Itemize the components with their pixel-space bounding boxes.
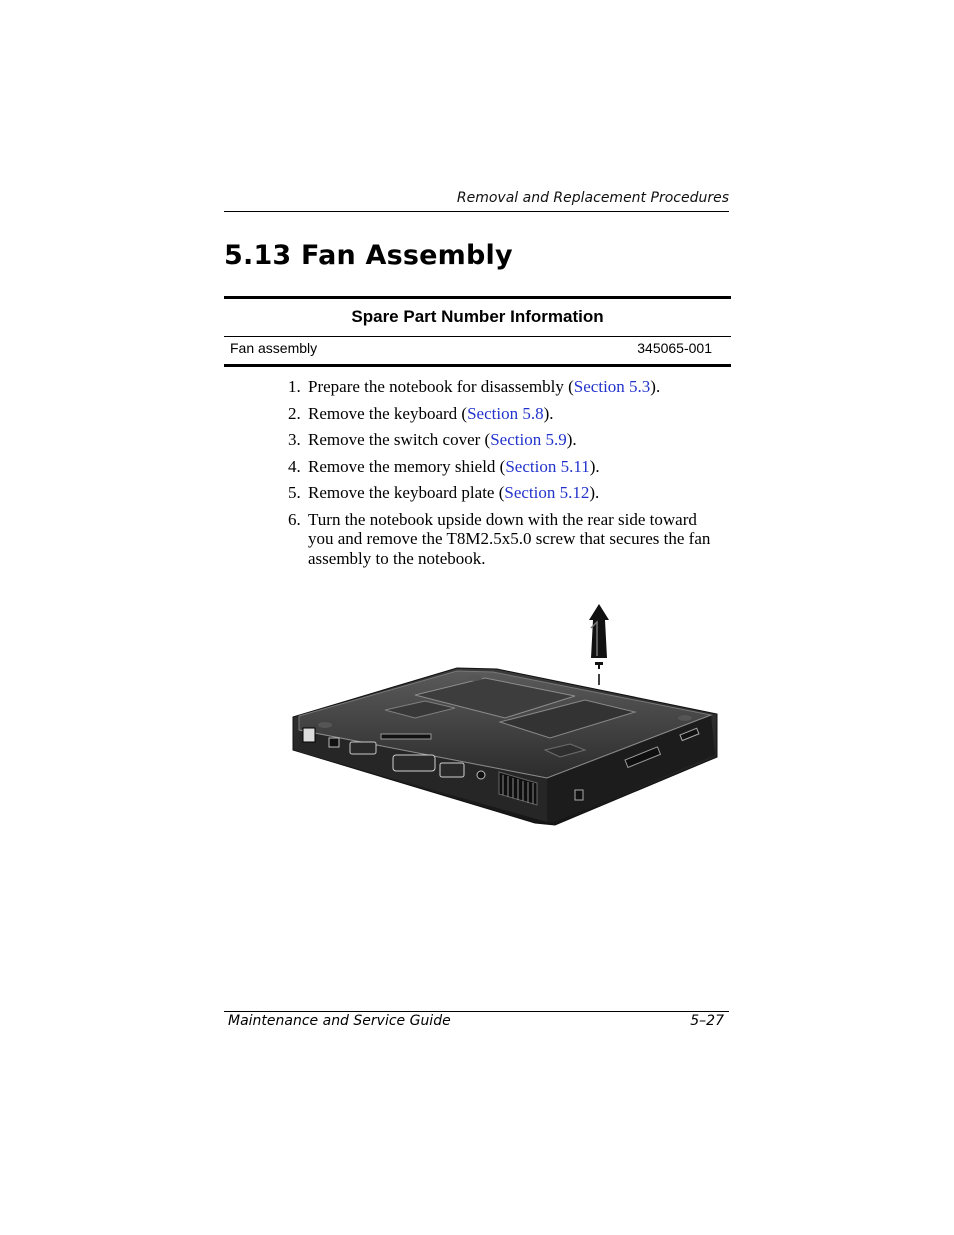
- step-text: [308, 457, 718, 477]
- step-item: [288, 404, 718, 424]
- notebook-bottom-illustration: [285, 600, 730, 830]
- step-item: [288, 510, 718, 569]
- step-number: 3.: [288, 430, 301, 449]
- step-text-suffix: ).: [589, 456, 600, 476]
- section-link-5-9[interactable]: Section 5.9: [490, 430, 567, 449]
- step-text: [308, 404, 718, 424]
- step-text-suffix: ).: [543, 403, 554, 423]
- step-number: 5.: [288, 483, 301, 502]
- running-header: Removal and Replacement Procedures: [456, 190, 729, 206]
- step-number: 1.: [288, 377, 301, 396]
- step-number: 4.: [288, 456, 301, 476]
- step-text-main: Remove the keyboard plate (: [308, 483, 505, 502]
- spare-part-number: 345065-001: [637, 340, 712, 356]
- spare-part-table-caption: Spare Part Number Information: [224, 299, 731, 337]
- step-text-main: Remove the memory shield (: [308, 456, 506, 476]
- section-link-5-3[interactable]: Section 5.3: [573, 377, 651, 396]
- step-item: [288, 430, 718, 450]
- footer-guide-title: Maintenance and Service Guide: [228, 1013, 451, 1029]
- procedure-steps: [288, 377, 718, 575]
- section-link-5-12[interactable]: Section 5.12: [504, 483, 590, 502]
- screw-icon: [595, 662, 603, 669]
- footer-rule: [224, 1011, 729, 1012]
- spare-part-row: [224, 337, 731, 364]
- step-text: [308, 377, 718, 397]
- step-item: [288, 377, 718, 397]
- step-number: 2.: [288, 403, 301, 423]
- section-link-5-11[interactable]: Section 5.11: [505, 456, 590, 476]
- page-title: 5.13 Fan Assembly: [224, 240, 513, 271]
- spare-part-table: [224, 296, 731, 367]
- section-link-5-8[interactable]: Section 5.8: [467, 403, 544, 423]
- step-text-suffix: ).: [589, 483, 600, 502]
- step-text: [308, 430, 718, 450]
- step-number: 6.: [288, 509, 301, 529]
- step-text: Turn the notebook upside down with the rear side toward you and remove the T8M2.5x5.0 screw that secures the fan assembly to the notebook.: [308, 509, 711, 568]
- step-text-suffix: ).: [566, 430, 577, 449]
- page-footer: [228, 1013, 724, 1029]
- step-text: [308, 483, 718, 503]
- step-item: [288, 483, 718, 503]
- spare-part-description: Fan assembly: [230, 340, 318, 356]
- header-rule: [224, 211, 729, 212]
- step-text-main: Prepare the notebook for disassembly (: [308, 377, 574, 396]
- footer-page-number: 5–27: [690, 1013, 724, 1029]
- step-text-main: Remove the switch cover (: [308, 430, 491, 449]
- removal-arrow-icon: [589, 604, 609, 658]
- step-text-suffix: ).: [650, 377, 661, 396]
- step-item: [288, 457, 718, 477]
- step-text-main: Remove the keyboard (: [308, 403, 468, 423]
